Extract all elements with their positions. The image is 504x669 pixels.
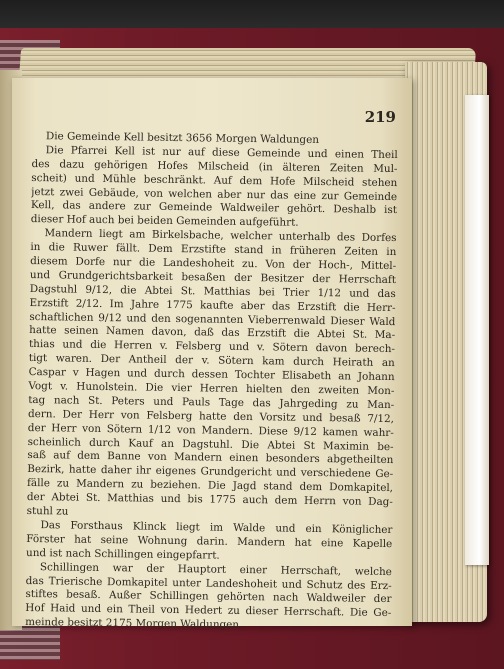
text-line: fälle zu Mandern zu beziehen. Die Jagd stand dem Domkapitel, [26,477,394,495]
text-line: der Herr von Sötern 1/12 von Mandern. Diese 9/12 kamen wahr- [27,421,394,439]
text-line: des dazu gehörigen Hofes Milscheid (in älteren Zeiten Mul- [31,157,398,175]
text-line: Caspar v Hagen und durch dessen Tochter Elisabeth an Johann [28,366,395,384]
text-line: Schillingen war der Hauptort einer Herrschaft, welche [39,560,392,578]
page-text [25,130,398,635]
text-line: thias und die Herren v. Felsberg und v. Sötern davon berech- [28,338,396,356]
text-line: Das Forsthaus Klinck liegt im Walde und ein Königlicher [40,519,393,537]
text-line: Vogt v. Hunolstein. Die vier Herren hielten den zweiten Mon- [28,380,395,398]
text-line: saß auf dem Banne von Mandern einen besonders abgetheilten [27,449,394,467]
text-line: stuhl zu [26,505,69,518]
text-line: Die Pfarrei Kell ist nur auf diese Gemeinde und einen Theil [45,144,398,161]
text-line: schaftlichen 9/12 und den sogenannten Vieberrenwald Dieser Wald [29,310,396,328]
text-line: Hof Haid und ein Theil von Hedert zu dieser Herrschaft. Die Ge- [25,602,392,620]
text-line: der Abtei St. Matthias und bis 1775 auch dem Herrn von Dag- [26,491,393,509]
bookmark-slip [465,95,489,565]
text-line: Förster hat seine Wohnung darin. Mandern hat eine Kapelle [26,532,393,550]
text-line: und ist nach Schillingen eingepfarrt. [26,546,220,562]
text-line: scheit) und Mühle beschränkt. Auf dem Hofe Milscheid stehen [31,171,398,189]
text-line: Erzstift 2/12. Im Jahre 1775 kaufte aber das Erzstift die Herr- [29,296,396,314]
text-line: tag nach St. Peters und Pauls Tage das Jahrgeding zu Man- [28,393,395,412]
text-line: meinde besitzt 2175 Morgen Waldungen. [25,616,243,632]
text-line: dern. Der Herr von Felsberg hatte den Vorsitz und besaß 7/12, [27,407,395,425]
text-line: hatte seinen Namen davon, daß das Erzstift die Abtei St. Ma- [29,324,396,342]
text-line: und Grundgerichtsbarkeit besaßen der Besitzer der Herrschaft [29,268,397,287]
text-line: tigt waren. Der Antheil der v. Sötern kam durch Heirath an [28,352,395,370]
text-line: Dagstuhl 9/12, die Abtei St. Matthias bei Trier 1/12 und das [29,282,396,300]
text-line: in die Ruwer fällt. Dem Erzstifte stand in früheren Zeiten in [30,241,397,259]
page-number: 219 [364,108,396,126]
text-line: stiftes besaß. Außer Schillingen gehörten nach Waldweiler der [25,588,392,606]
book-page [12,78,412,632]
text-line: jetzt zwei Gebäude, von welchen aber nur das eine zur Gemeinde [31,185,398,203]
text-line: Mandern liegt am Birkelsbache, welcher unterhalb des Dorfes [44,227,397,245]
text-line: dieser Hof auch bei beiden Gemeinden aufgeführt. [30,213,299,230]
text-line: scheinlich durch Kauf an Dagstuhl. Die Abtei St Maximin be- [27,435,394,453]
text-line: diesem Dorfe nur die Landeshoheit zu. Von der Hoch-, Mittel- [30,255,397,273]
text-line: Die Gemeinde Kell besitzt 3656 Morgen Waldungen [45,130,320,147]
text-line: das Trierische Domkapitel unter Landeshoheit und Schutz des Erz- [25,574,392,592]
text-line: Kell, das andere zur Gemeinde Waldweiler gehört. Deshalb ist [30,199,397,217]
text-line: Bezirk, hatte daher ihr eigenes Grundgericht und verschiedene Ge- [27,463,394,481]
